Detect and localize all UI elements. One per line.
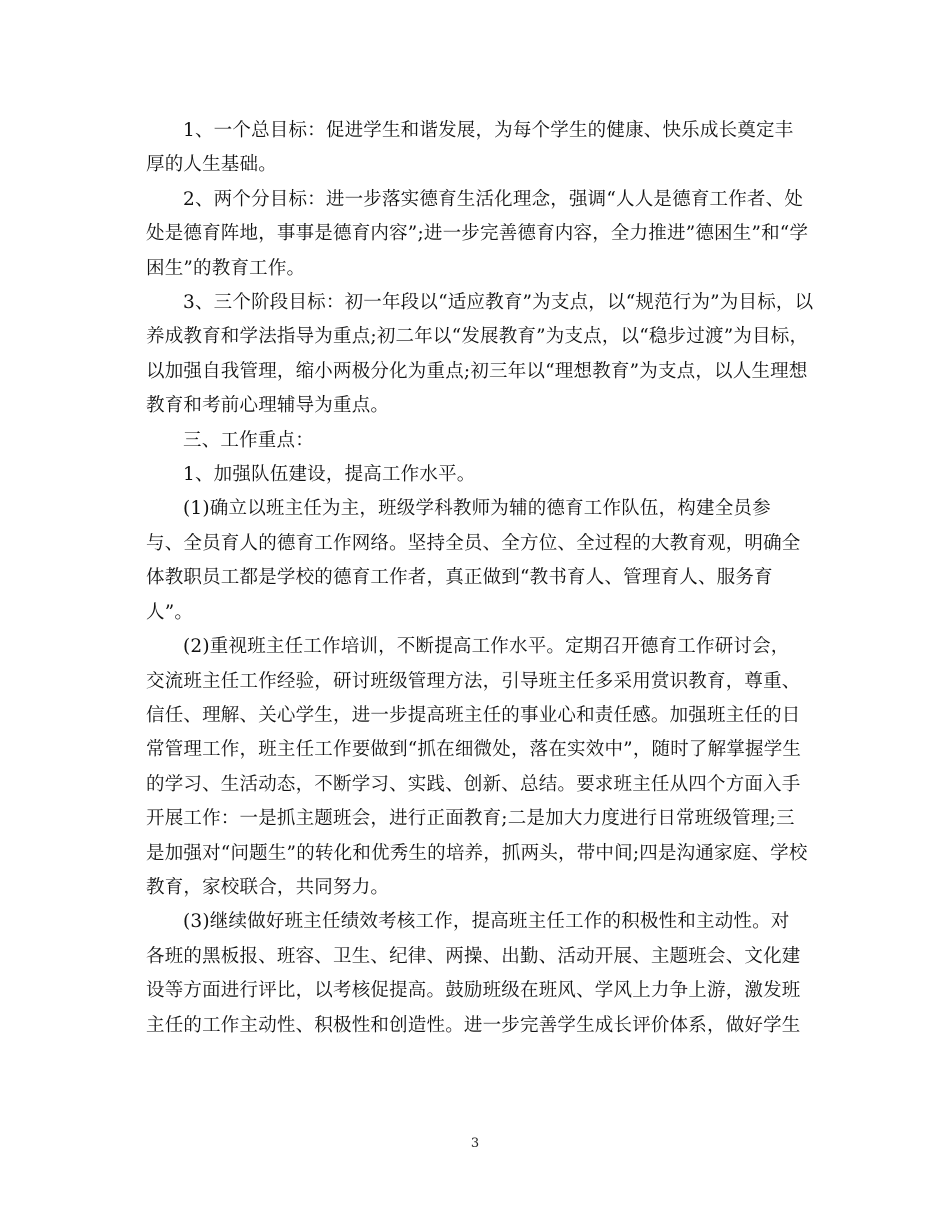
text-line: 以加强自我管理，缩小两极分化为重点;初三年以“理想教育”为支点，以人生理想	[146, 360, 808, 382]
text-line: 交流班主任工作经验，研讨班级管理方法，引导班主任多采用赏识教育，尊重、	[146, 670, 801, 692]
text-line: 教育和考前心理辅导为重点。	[146, 395, 390, 417]
text-line: 常管理工作，班主任工作要做到“抓在细微处，落在实效中”，随时了解掌握学生	[146, 739, 802, 761]
paragraph-item-3	[146, 905, 811, 1043]
text-line: (2)重视班主任工作培训，不断提高工作水平。定期召开德育工作研讨会，	[183, 636, 790, 658]
text-line: 困生”的教育工作。	[146, 257, 306, 279]
text-line: (3)继续做好班主任绩效考核工作，提高班主任工作的积极性和主动性。对	[183, 911, 790, 933]
text-line: (1)确立以班主任为主，班级学科教师为辅的德育工作队伍，构建全员参	[183, 498, 771, 520]
text-line: 体教职员工都是学校的德育工作者，真正做到“教书育人、管理育人、服务育	[146, 567, 773, 589]
text-line: 的学习、生活动态，不断学习、实践、创新、总结。要求班主任从四个方面入手	[146, 773, 801, 795]
paragraph-sub-goals	[146, 183, 811, 286]
page-number: 3	[470, 1136, 480, 1151]
text-line: 与、全员育人的德育工作网络。坚持全员、全方位、全过程的大教育观，明确全	[146, 532, 801, 554]
text-line: 是加强对“问题生”的转化和优秀生的培养，抓两头，带中间;四是沟通家庭、学校	[146, 842, 808, 864]
paragraph-item-1	[146, 492, 811, 630]
text-line: 厚的人生基础。	[146, 154, 277, 176]
text-line: 开展工作：一是抓主题班会，进行正面教育;二是加大力度进行日常班级管理;三	[146, 808, 795, 830]
text-line: 人”。	[146, 601, 194, 623]
text-line: 三、工作重点：	[183, 429, 314, 451]
text-line: 养成教育和学法指导为重点;初二年以“发展教育”为支点，以“稳步过渡”为目标，	[146, 326, 809, 348]
subsection-heading	[146, 458, 811, 492]
text-line: 设等方面进行评比，以考核促提高。鼓励班级在班风、学风上力争上游，激发班	[146, 980, 801, 1002]
text-line: 主任的工作主动性、积极性和创造性。进一步完善学生成长评价体系，做好学生	[146, 1014, 801, 1036]
document-body	[146, 114, 814, 1043]
text-line: 信任、理解、关心学生，进一步提高班主任的事业心和责任感。加强班主任的日	[146, 704, 801, 726]
text-line: 各班的黑板报、班容、卫生、纪律、两操、出勤、活动开展、主题班会、文化建	[146, 945, 801, 967]
text-line: 1、加强队伍建设，提高工作水平。	[183, 464, 476, 486]
paragraph-overall-goal	[146, 114, 811, 183]
section-heading	[146, 424, 811, 458]
text-line: 教育，家校联合，共同努力。	[146, 876, 390, 898]
text-line: 2、两个分目标：进一步落实德育生活化理念，强调“人人是德育工作者、处	[183, 188, 804, 210]
paragraph-item-2	[146, 630, 811, 905]
text-line: 处是德育阵地，事事是德育内容”;进一步完善德育内容，全力推进”德困生”和“学	[146, 223, 809, 245]
paragraph-stage-goals	[146, 286, 814, 424]
text-line: 3、三个阶段目标：初一年段以“适应教育”为支点，以“规范行为”为目标，以	[183, 292, 814, 314]
text-line: 1、一个总目标：促进学生和谐发展，为每个学生的健康、快乐成长奠定丰	[183, 120, 794, 141]
